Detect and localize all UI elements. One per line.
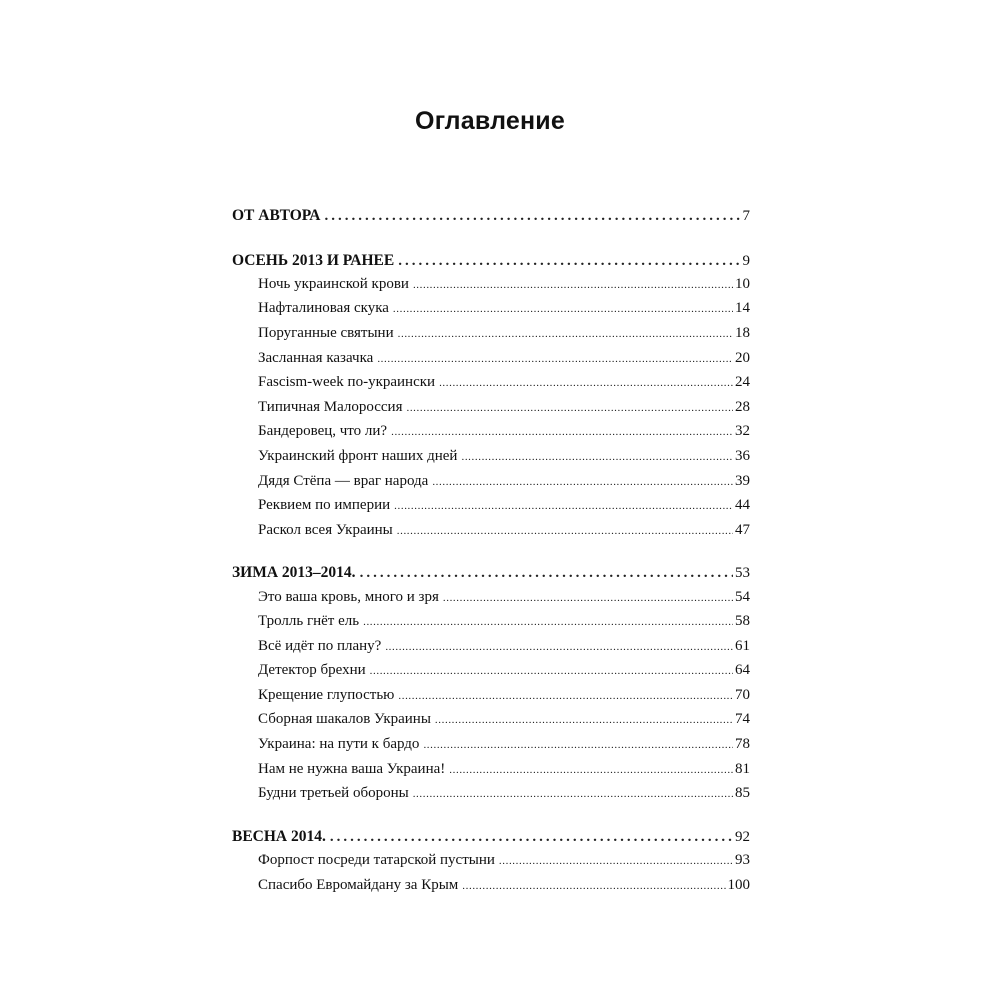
toc-page-number: 39 (735, 473, 750, 489)
toc-part-title: ОСЕНЬ 2013 И РАНЕЕ (232, 252, 395, 269)
toc-entry-title: Типичная Малороссия (258, 399, 403, 415)
toc-entry (258, 785, 750, 809)
toc-entry-title: ОТ АВТОРА (232, 207, 321, 224)
dot-leader (398, 690, 733, 702)
toc-entry-title: Спасибо Евромайдану за Крым (258, 877, 459, 893)
toc-page-number: 18 (735, 325, 750, 341)
toc-entry-title: Поруганные святыни (258, 325, 394, 341)
toc-entry (258, 852, 750, 876)
dot-leader (394, 500, 733, 512)
toc-entry-title: Ночь украинской крови (258, 276, 409, 292)
toc-page-number: 78 (735, 736, 750, 752)
dot-leader (385, 641, 733, 653)
toc-entry-title: Детектор брехни (258, 662, 366, 678)
toc-entry (258, 736, 750, 760)
dot-leader (377, 353, 733, 365)
toc-entry-title: Дядя Стёпа — враг народа (258, 473, 429, 489)
toc-entry (258, 448, 750, 472)
dot-leader (462, 880, 725, 892)
dot-leader (398, 328, 733, 340)
toc-entry-title: Засланная казачка (258, 350, 374, 366)
toc-page-number: 64 (735, 662, 750, 678)
toc-part-title: ВЕСНА 2014. (232, 828, 326, 845)
dot-leader (391, 426, 733, 438)
dot-leader (398, 253, 740, 270)
dot-leader (499, 855, 733, 867)
dot-leader (413, 788, 733, 800)
toc-entry-title: Тролль гнёт ель (258, 613, 360, 629)
toc-page-number: 20 (735, 350, 750, 366)
toc-entry (258, 711, 750, 735)
toc-page-number: 10 (735, 276, 750, 292)
dot-leader (439, 377, 733, 389)
toc-entry-title: Бандеровец, что ли? (258, 423, 388, 439)
toc-entry (258, 399, 750, 423)
toc-page-number: 81 (735, 761, 750, 777)
toc-page-number: 32 (735, 423, 750, 439)
dot-leader (423, 739, 733, 751)
dot-leader (330, 829, 733, 846)
toc-entry-title: Будни третьей обороны (258, 785, 409, 801)
toc-page-number: 28 (735, 399, 750, 415)
toc-entry (258, 374, 750, 398)
dot-leader (324, 208, 740, 225)
toc-page-number: 7 (742, 208, 750, 224)
toc-entry (258, 473, 750, 497)
toc-entry (258, 662, 750, 686)
toc-entry-title: Украинский фронт наших дней (258, 448, 458, 464)
toc-page-number: 9 (742, 253, 750, 269)
toc-page-number: 93 (735, 852, 750, 868)
toc-entry-title: Нафталиновая скука (258, 300, 389, 316)
toc-entry (258, 423, 750, 447)
toc-entry (258, 877, 750, 901)
toc-entry (258, 589, 750, 613)
toc-part-title: ЗИМА 2013–2014. (232, 564, 356, 581)
toc-entry (258, 300, 750, 324)
toc-entry-title: Раскол всея Украины (258, 522, 393, 538)
dot-leader (370, 665, 733, 677)
toc-entry (258, 613, 750, 637)
toc-entry (258, 687, 750, 711)
dot-leader (435, 714, 733, 726)
toc-entry-title: Реквием по империи (258, 497, 391, 513)
dot-leader (360, 565, 733, 582)
dot-leader (397, 525, 733, 537)
toc-entry-title: Fascism-week по-украински (258, 374, 436, 390)
dot-leader (443, 592, 733, 604)
toc-page-number: 92 (735, 829, 750, 845)
toc-page-number: 61 (735, 638, 750, 654)
dot-leader (363, 616, 733, 628)
toc-entry (258, 761, 750, 785)
toc-part-heading (232, 252, 750, 276)
toc-entry (258, 638, 750, 662)
toc-page-number: 70 (735, 687, 750, 703)
toc-part-heading (232, 828, 750, 852)
toc-entry-title: Нам не нужна ваша Украина! (258, 761, 446, 777)
toc-entry-title: Это ваша кровь, много и зря (258, 589, 439, 605)
dot-leader (406, 402, 733, 414)
toc-entry (258, 497, 750, 521)
toc-entry-title: Форпост посреди татарской пустыни (258, 852, 495, 868)
dot-leader (432, 476, 733, 488)
toc-page-number: 54 (735, 589, 750, 605)
toc-entry-title: Всё идёт по плану? (258, 638, 382, 654)
page-title: Оглавление (415, 107, 565, 135)
toc-page-number: 47 (735, 522, 750, 538)
dot-leader (393, 303, 733, 315)
toc-page-number: 24 (735, 374, 750, 390)
toc-entry-title: Крещение глупостью (258, 687, 395, 703)
toc-page-number: 74 (735, 711, 750, 727)
toc-page-number: 100 (727, 877, 750, 893)
toc-page-number: 85 (735, 785, 750, 801)
toc-entry (258, 325, 750, 349)
toc-entry (258, 276, 750, 300)
dot-leader (413, 279, 733, 291)
toc-entry-title: Сборная шакалов Украины (258, 711, 431, 727)
toc-page-number: 58 (735, 613, 750, 629)
toc-entry (258, 522, 750, 546)
toc-page-number: 36 (735, 448, 750, 464)
dot-leader (461, 451, 733, 463)
toc-page-number: 44 (735, 497, 750, 513)
toc-entry-intro (232, 207, 750, 231)
toc-part-heading (232, 564, 750, 588)
toc-page-number: 14 (735, 300, 750, 316)
toc-entry-title: Украина: на пути к бардо (258, 736, 420, 752)
toc-entry (258, 350, 750, 374)
toc-page-number: 53 (735, 565, 750, 581)
dot-leader (449, 764, 733, 776)
